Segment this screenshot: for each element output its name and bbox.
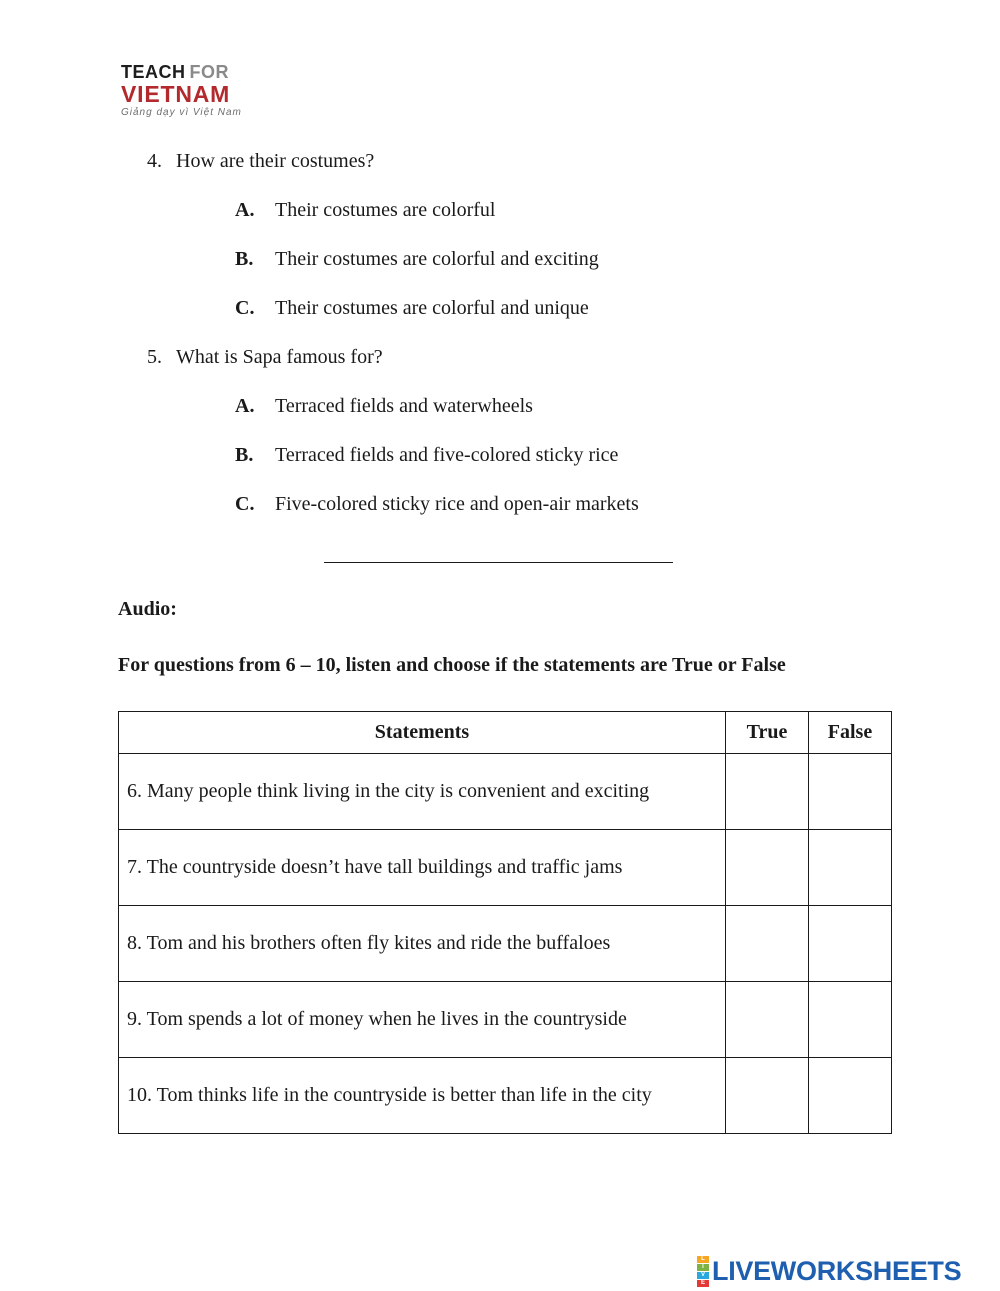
option-text: Their costumes are colorful and unique [275,297,589,319]
question-number: 4. [147,150,162,172]
block-v: V [697,1272,709,1279]
option-letter: B. [235,444,254,466]
option-5c[interactable] [235,493,639,516]
statement-8: 8. Tom and his brothers often fly kites and ride the buffaloes [119,906,726,982]
option-letter: A. [235,199,255,221]
table-row [119,906,892,982]
option-text: Five-colored sticky rice and open-air markets [275,493,639,515]
logo-teach: TEACH [121,62,186,82]
block-l: L [697,1256,709,1263]
block-i: I [697,1264,709,1271]
option-5b[interactable] [235,444,618,467]
option-4b[interactable] [235,248,599,271]
statement-10: 10. Tom thinks life in the countryside is better than life in the city [119,1058,726,1134]
table-row [119,1058,892,1134]
table-row [119,754,892,830]
option-letter: B. [235,248,254,270]
true-false-table [118,711,892,1134]
answer-false-cell[interactable] [809,754,892,830]
answer-false-cell[interactable] [809,830,892,906]
logo-tagline: Giảng dạy vì Việt Nam [121,107,242,118]
answer-true-cell[interactable] [726,830,809,906]
question-text: How are their costumes? [176,150,375,172]
option-4c[interactable] [235,297,589,320]
option-letter: A. [235,395,255,417]
option-text: Their costumes are colorful [275,199,496,221]
answer-true-cell[interactable] [726,906,809,982]
answer-false-cell[interactable] [809,982,892,1058]
section-divider [324,562,673,563]
option-4a[interactable] [235,199,495,222]
liveworksheets-brand: LIVEWORKSHEETS [712,1256,962,1286]
statement-6: 6. Many people think living in the city is convenient and exciting [119,754,726,830]
liveworksheets-logo [697,1256,961,1287]
option-text: Their costumes are colorful and exciting [275,248,599,270]
answer-false-cell[interactable] [809,1058,892,1134]
logo-for: FOR [189,62,229,82]
option-text: Terraced fields and waterwheels [275,395,533,417]
audio-label: Audio: [118,598,177,620]
instruction: For questions from 6 – 10, listen and choose if the statements are True or False [118,654,786,676]
answer-false-cell[interactable] [809,906,892,982]
statement-7: 7. The countryside doesn’t have tall buildings and traffic jams [119,830,726,906]
option-letter: C. [235,297,255,319]
teach-for-vietnam-logo [121,62,242,120]
question-text: What is Sapa famous for? [176,346,383,368]
header-false: False [809,712,892,754]
option-letter: C. [235,493,255,515]
header-true: True [726,712,809,754]
question-5 [147,346,383,369]
logo-vietnam: VIETNAM [121,81,231,107]
option-text: Terraced fields and five-colored sticky rice [275,444,619,466]
header-statements: Statements [119,712,726,754]
question-number: 5. [147,346,162,368]
question-4 [147,150,374,173]
liveworksheets-blocks-icon [697,1256,709,1287]
answer-true-cell[interactable] [726,982,809,1058]
answer-true-cell[interactable] [726,754,809,830]
block-e: E [697,1280,709,1287]
table-header-row [119,712,892,754]
option-5a[interactable] [235,395,533,418]
table-row [119,982,892,1058]
statement-9: 9. Tom spends a lot of money when he lives in the countryside [119,982,726,1058]
table-row [119,830,892,906]
answer-true-cell[interactable] [726,1058,809,1134]
